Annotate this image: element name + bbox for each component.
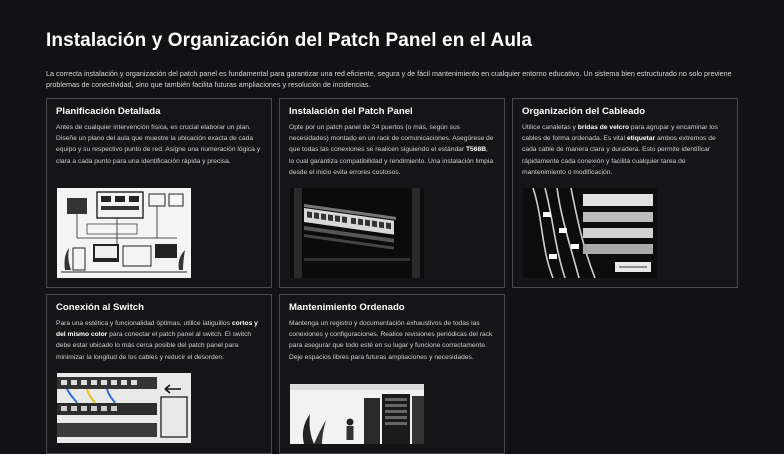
classroom-network-diagram-icon — [57, 188, 191, 278]
card-title: Conexión al Switch — [56, 302, 144, 313]
card-title: Planificación Detallada — [56, 106, 161, 117]
page-title: Instalación y Organización del Patch Panel en el Aula — [46, 30, 533, 51]
card-title: Instalación del Patch Panel — [289, 106, 413, 117]
card-title: Organización del Cableado — [522, 106, 646, 117]
card-text: Para una estética y funcionalidad óptimas, utilice latiguillos cortos y del mismo color para conectar el patch panel al switch. El switch debe estar ubicado lo más cerca posible del patch panel para minimizar la longitud de los cables y reducir el desorden. — [56, 320, 258, 361]
card-text: Mantenga un registro y documentación exhaustivos de todas las conexiones y configuraciones. Realice revisiones periódicas del rack para asegurar que todo esté en su lugar y funcione correctamente. Deje espacios libres para futuras ampliaciones y necesidades. — [289, 320, 493, 361]
card-text: Utilice canaletas y bridas de velcro para agrupar y encaminar los cables de forma ordenada. Es vital etiquetar ambos extremos de cada cable de manera clara y duradera. Esto permite identificar rápidamente cada conexión y facilita cualquier tarea de mantenimiento o modificación. — [522, 124, 718, 176]
card-switch — [46, 294, 272, 454]
card-title: Mantenimiento Ordenado — [289, 302, 405, 313]
labeled-cables-icon — [523, 188, 657, 278]
patch-panel-icon — [290, 188, 424, 278]
card-text: Opte por un patch panel de 24 puertos (o más, según sus necesidades) montado en un rack de comunicaciones. Asegúrese de que todas las conexiones se realicen siguiendo el estándar T568B, lo cual garantiza compatibilidad y rendimiento. Una instalación limpia desde el inicio evita errores costosos. — [289, 124, 494, 176]
card-instalacion — [279, 98, 505, 288]
switch-connection-icon — [57, 373, 191, 443]
card-cableado — [512, 98, 738, 288]
card-text: Antes de cualquier intervención física, es crucial elaborar un plan. Diseñe un plano del aula que muestre la ubicación exacta de cada equipo y su respectivo punto de red. Asigne una numeración lógica y clara a cada punto para una identificación rápida y precisa. — [56, 124, 261, 165]
server-room-maintenance-icon — [290, 384, 424, 444]
intro-paragraph: La correcta instalación y organización del patch panel es fundamental para garantizar una red eficiente, segura y de fácil mantenimiento en cualquier entorno educativo. Un sistema bien estructurado no solo previene problemas de conectividad, sino que también facilita futuras ampliaciones y resolución de incidencias. — [46, 69, 732, 89]
card-planificacion — [46, 98, 272, 288]
card-mantenimiento — [279, 294, 505, 454]
